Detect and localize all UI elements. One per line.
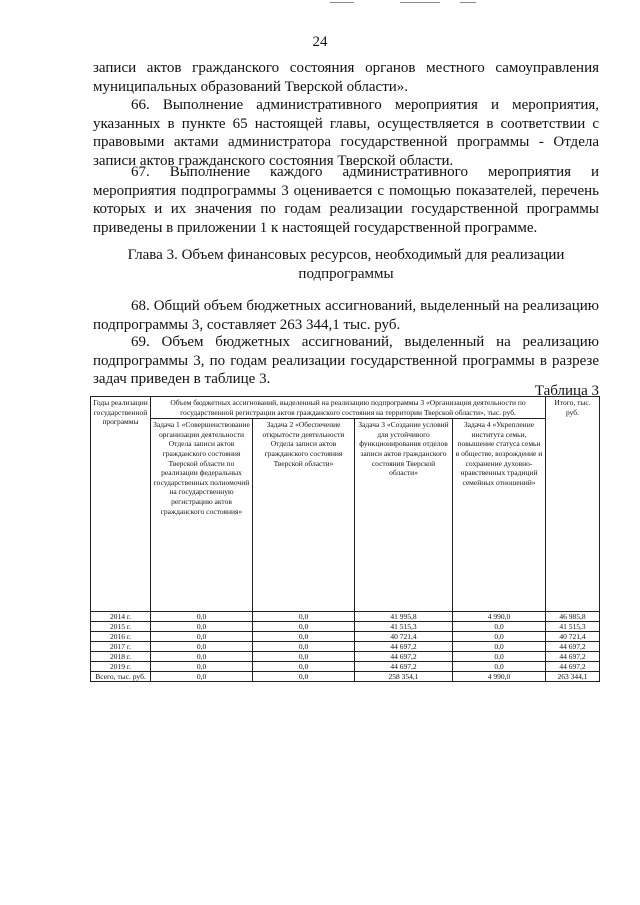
- cell-task-1: 0,0: [151, 672, 253, 682]
- table-row: [91, 612, 600, 622]
- cell-task-1: 0,0: [151, 662, 253, 672]
- cell-task-3: 44 697,2: [355, 642, 453, 652]
- header-task-2: Задача 2 «Обеспечение открытости деятельности Отдела записи актов гражданского состояния Тверской области»: [253, 419, 355, 612]
- header-task-4: Задача 4 «Укрепление института семьи, повышение статуса семьи в обществе, возрождение и сохранение духовно-нравственных традиций семейных отношений»: [453, 419, 546, 612]
- budget-table: [90, 396, 600, 682]
- paragraph-68: 68. Общий объем бюджетных ассигнований, выделенный на реализацию подпрограммы 3, составляет 263 344,1 тыс. руб.: [93, 298, 599, 333]
- cell-total: 263 344,1: [546, 672, 600, 682]
- cell-year: 2019 г.: [91, 662, 151, 672]
- paragraph-continuation: записи актов гражданского состояния органов местного самоуправления муниципальных образований Тверской области».: [93, 60, 599, 95]
- cell-task-2: 0,0: [253, 652, 355, 662]
- paragraph-66: 66. Выполнение административного мероприятия и мероприятия, указанных в пункте 65 настоящей главы, осуществляется в соответствии с правовыми актами администратора государственной программы - Отдела записи актов гражданского состояния Тверской области.: [93, 97, 599, 169]
- cell-task-3: 41 515,3: [355, 622, 453, 632]
- cell-task-4: 4 990,0: [453, 612, 546, 622]
- table-row: [91, 642, 600, 652]
- cell-task-4: 0,0: [453, 632, 546, 642]
- cell-task-4: 0,0: [453, 622, 546, 632]
- header-budget-group: Объем бюджетных ассигнований, выделенный на реализацию подпрограммы 3 «Организация деятельности по государственной регистрации актов гражданского состояния на территории Тверской области», тыс. руб.: [151, 397, 546, 419]
- cell-task-4: 0,0: [453, 642, 546, 652]
- cell-task-3: 44 697,2: [355, 652, 453, 662]
- cell-total: 44 697,2: [546, 642, 600, 652]
- table-header-row: [91, 397, 600, 419]
- cell-task-1: 0,0: [151, 652, 253, 662]
- header-total: Итого, тыс. руб.: [546, 397, 600, 612]
- paragraph-69: 69. Объем бюджетных ассигнований, выделенный на реализацию подпрограммы 3, по годам реализации государственной программы в разрезе задач приведен в таблице 3.: [93, 334, 599, 388]
- cell-year: Всего, тыс. руб.: [91, 672, 151, 682]
- cell-task-3: 258 354,1: [355, 672, 453, 682]
- cell-total: 44 697,2: [546, 652, 600, 662]
- cell-task-2: 0,0: [253, 622, 355, 632]
- table-label: Таблица 3: [534, 383, 599, 399]
- scan-mark: [330, 2, 354, 3]
- cell-year: 2014 г.: [91, 612, 151, 622]
- cell-task-4: 0,0: [453, 662, 546, 672]
- cell-task-3: 40 721,4: [355, 632, 453, 642]
- cell-year: 2015 г.: [91, 622, 151, 632]
- table-row: [91, 662, 600, 672]
- cell-task-2: 0,0: [253, 662, 355, 672]
- table-row: [91, 622, 600, 632]
- cell-task-1: 0,0: [151, 642, 253, 652]
- cell-task-1: 0,0: [151, 612, 253, 622]
- cell-task-2: 0,0: [253, 672, 355, 682]
- cell-task-4: 4 990,0: [453, 672, 546, 682]
- cell-task-3: 44 697,2: [355, 662, 453, 672]
- header-task-1: Задача 1 «Совершенствование организации деятельности Отдела записи актов гражданского состояния Тверской области по реализации федеральных государственных полномочий на государственную регистрацию актов гражданского состояния»: [151, 419, 253, 612]
- header-years: Годы реализации государственной программы: [91, 397, 151, 612]
- cell-task-3: 41 995,8: [355, 612, 453, 622]
- cell-task-2: 0,0: [253, 612, 355, 622]
- cell-task-1: 0,0: [151, 632, 253, 642]
- scan-mark: [460, 2, 476, 3]
- cell-task-4: 0,0: [453, 652, 546, 662]
- cell-year: 2016 г.: [91, 632, 151, 642]
- cell-year: 2017 г.: [91, 642, 151, 652]
- cell-total: 46 985,8: [546, 612, 600, 622]
- header-task-3: Задача 3 «Создание условий для устойчивого функционирования отделов записи актов гражданского состояния Тверской области»: [355, 419, 453, 612]
- cell-total: 41 515,3: [546, 622, 600, 632]
- cell-task-2: 0,0: [253, 642, 355, 652]
- table-row: [91, 652, 600, 662]
- cell-year: 2018 г.: [91, 652, 151, 662]
- page-number: 24: [312, 34, 328, 50]
- scan-mark: [400, 2, 440, 3]
- cell-task-1: 0,0: [151, 622, 253, 632]
- cell-total: 44 697,2: [546, 662, 600, 672]
- table-tasks-row: [91, 419, 600, 612]
- paragraph-67: 67. Выполнение каждого административного мероприятия и мероприятия подпрограммы 3 оценивается с помощью показателей, перечень которых и их значения по годам реализации государственной программы приведены в приложении 1 к настоящей государственной программе.: [93, 164, 599, 236]
- cell-task-2: 0,0: [253, 632, 355, 642]
- chapter-heading: Глава 3. Объем финансовых ресурсов, необходимый для реализации подпрограммы: [127, 247, 565, 282]
- cell-total: 40 721,4: [546, 632, 600, 642]
- table-row: [91, 632, 600, 642]
- table-row-total: [91, 672, 600, 682]
